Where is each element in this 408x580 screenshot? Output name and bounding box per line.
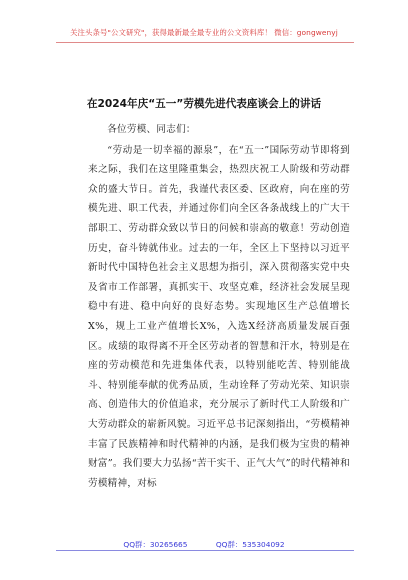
footer-qq-group-1: QQ群：30265665 — [123, 540, 188, 549]
header-divider — [56, 42, 354, 43]
footer-qq-group-2: QQ群：535304092 — [215, 540, 285, 549]
footer-divider — [56, 550, 354, 551]
body-paragraph: “劳动是一切幸福的源泉”，在“五一”国际劳动节即将到来之际，我们在这里隆重集会，热烈庆祝工人阶级和劳动群众的盛大节日。首先，我谨代表区委、区政府，向在座的劳模先进、职工代表，并通过你们向全区各条战线上的广大干部职工、劳动群众致以节日的问候和崇高的敬意！劳动创造历史，奋斗铸就伟业。过去的一年，全区上下坚持以习近平新时代中国特色社会主义思想为指引，深入贯彻落实党中央及省市工作部署，真抓实干、攻坚克难，经济社会发展呈现稳中有进、稳中向好的良好态势。实现地区生产总值增长X%，规上工业产值增长X%，入选X经济高质量发展百强区。成绩的取得离不开全区劳动者的智慧和汗水，特别是在座的劳动模范和先进集体代表，以特别能吃苦、特别能战斗、特别能奉献的优秀品质，生动诠释了劳动光荣、知识崇高、创造伟大的价值追求，充分展示了新时代工人阶级和广大劳动群众的崭新风貌。习近平总书记深刻指出，“劳模精神丰富了民族精神和时代精神的内涵，是我们极为宝贵的精神财富”。我们要大力弘扬“苦干实干、正气大气”的时代精神和劳模精神，对标 — [88, 144, 350, 489]
salutation: 各位劳模、同志们： — [107, 124, 196, 135]
document-title: 在2024年庆“五一”劳模先进代表座谈会上的讲话 — [86, 98, 322, 110]
document-body — [88, 120, 350, 493]
footer-contact — [0, 539, 408, 550]
header-banner: 关注头条号"公文研究"，获得最新最全最专业的公文资料库！ 微信：gongwenyj — [70, 28, 338, 37]
